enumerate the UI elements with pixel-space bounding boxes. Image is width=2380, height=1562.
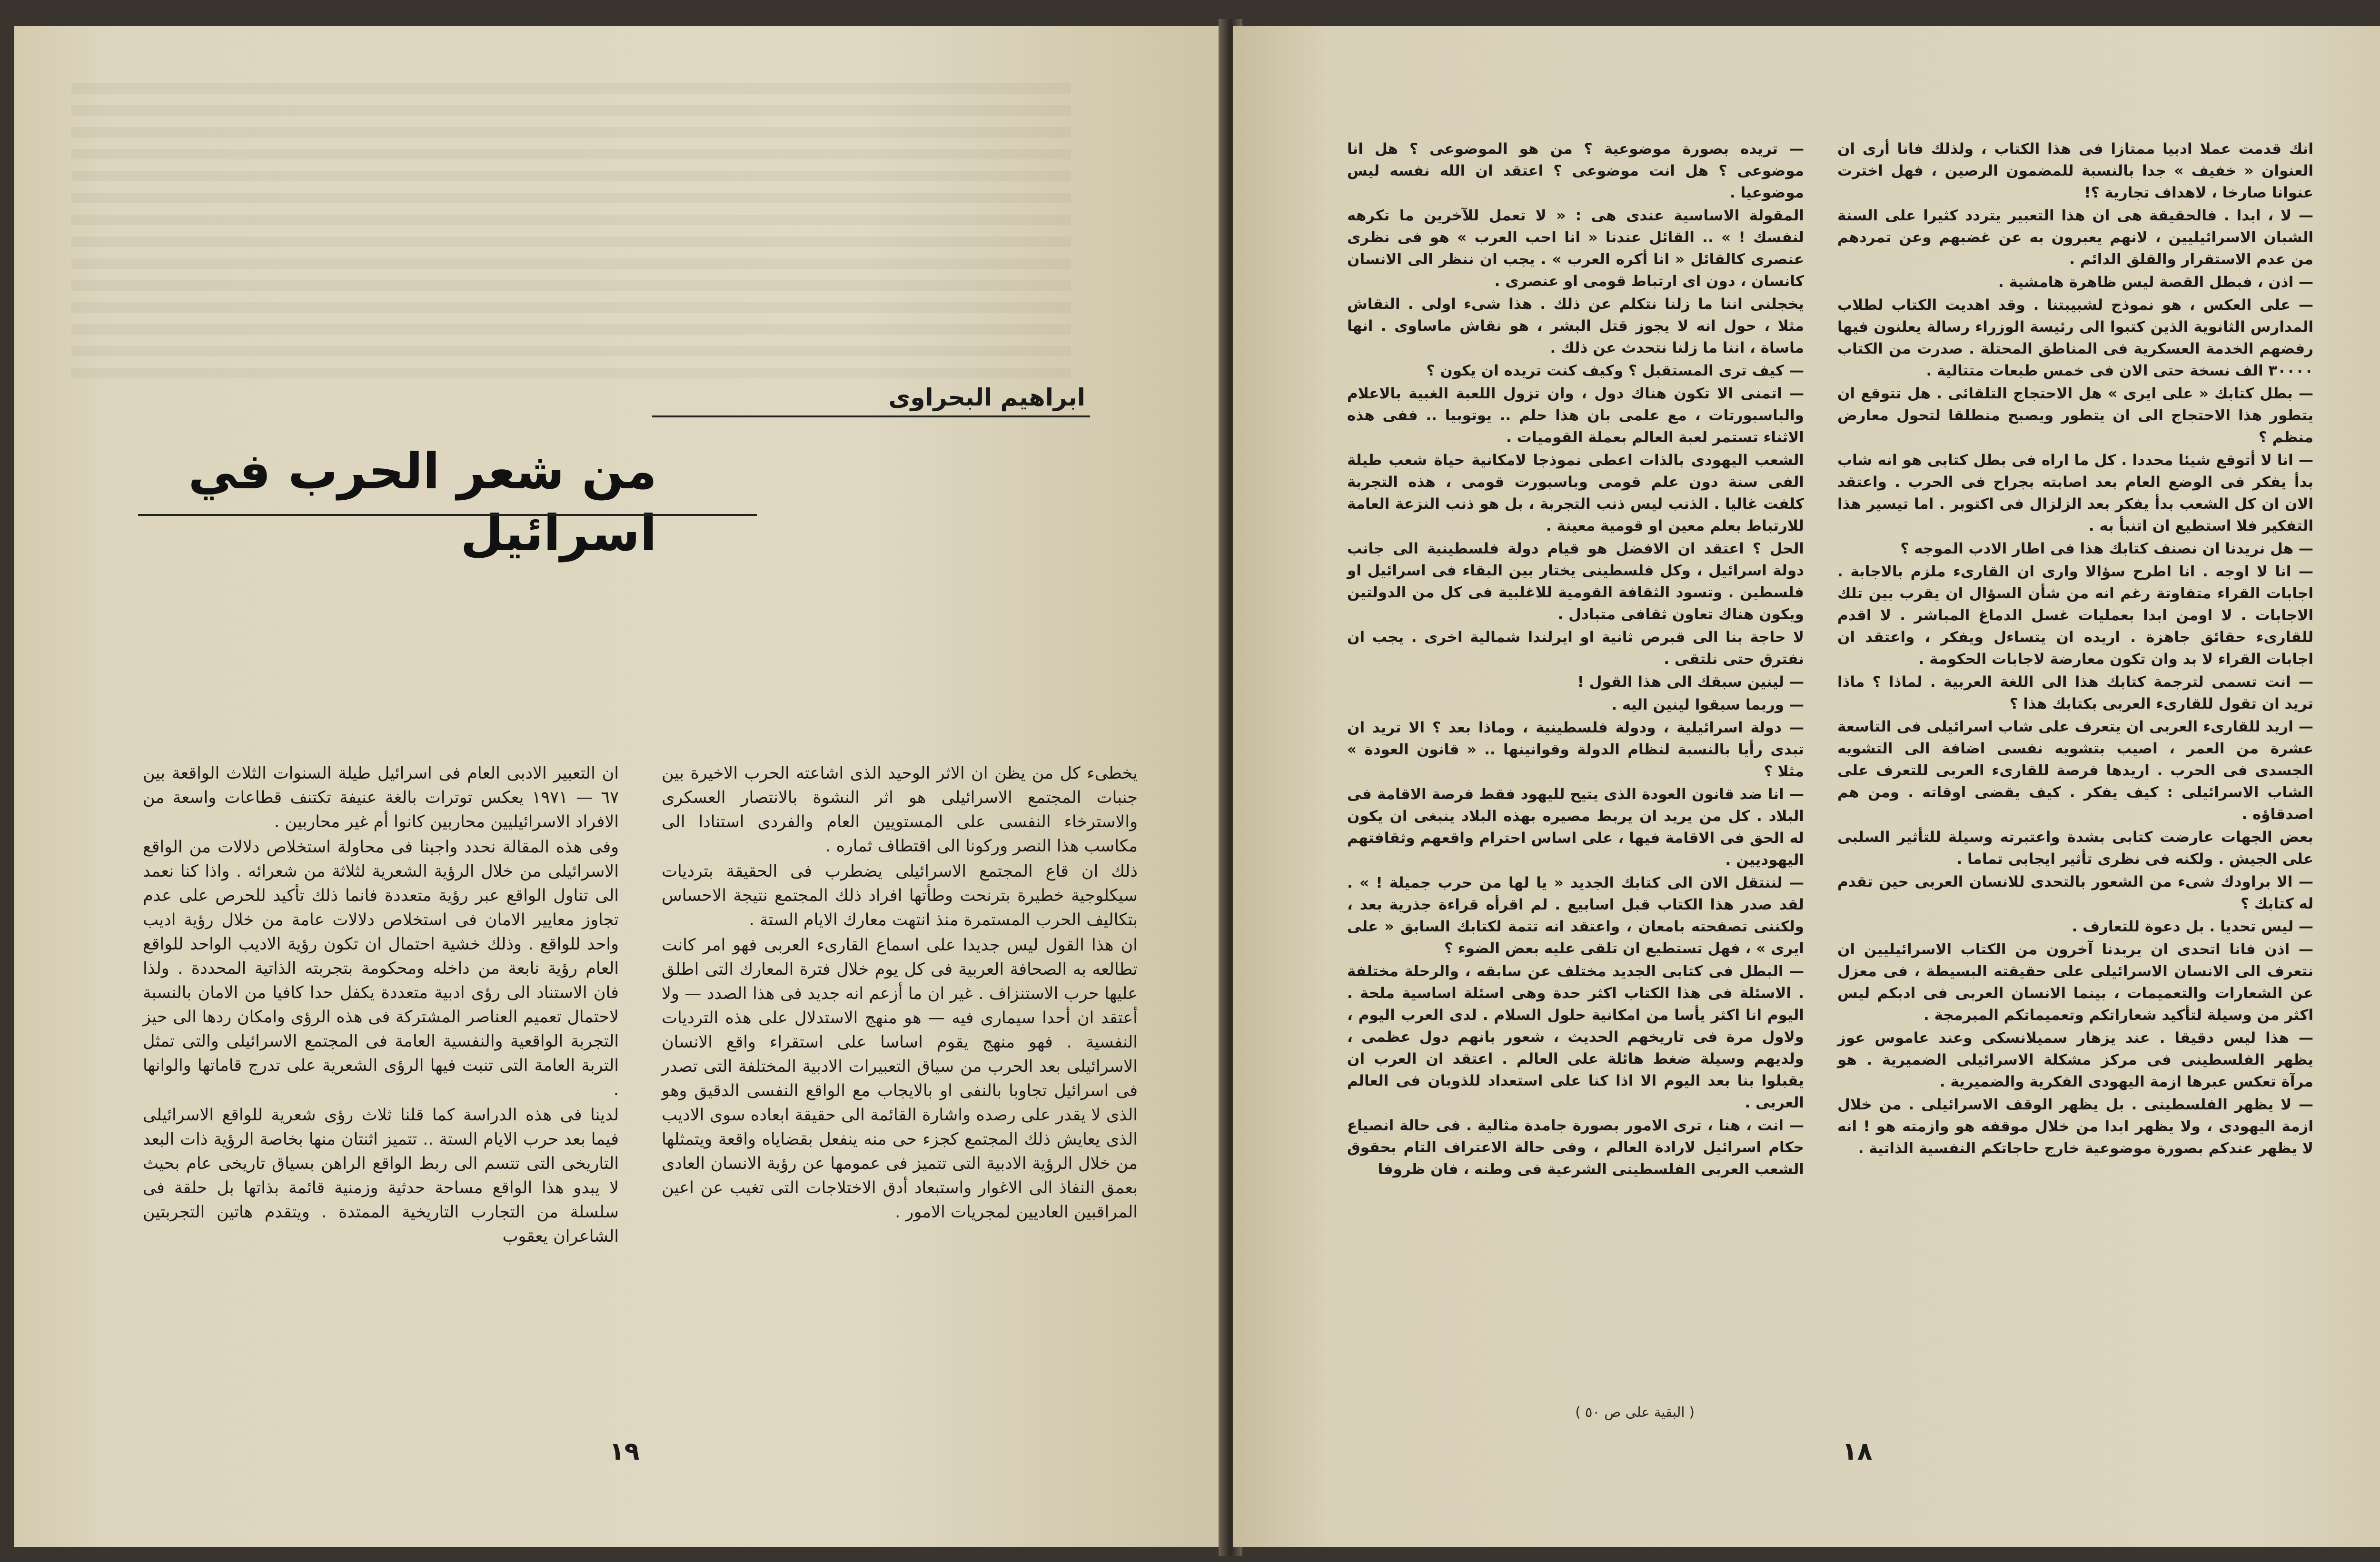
paragraph: — لينين سبقك الى هذا القول ! [1577,673,1804,691]
continued-note: ( البقية على ص ٥٠ ) [1575,1404,1695,1420]
paragraph: انك قدمت عملا ادبيا ممتازا فى هذا الكتاب ، ولذلك فانا أرى ان العنوان « خفيف » جدا بالنسبة للمضمون الرصين ، فهل اخترت عنوانا صارخا ، لاهداف تجارية ؟! [1837,140,2313,201]
paragraph: وفى هذه المقالة نحدد واجبنا فى محاولة استخلاص دلالات من الواقع الاسرائيلى من خلال الرؤية الشعرية لثلاثة من شعرائه . واذا كنا نعمد الى تناول الواقع عبر رؤية متعددة فانما ذلك تأكيد للحرص على عدم تجاوز معايير الامان فى استخلاص دلالات عامة من خلال رؤية اديب واحد للواقع . وذلك خشية احتمال ان تكون رؤية الاديب الواحد للواقع العام رؤية نابعة من داخله ومحكومة بتجربته الذاتية المحددة . ولذا فان الاستناد الى رؤى ادبية متعددة يكفل حدا كافيا من الامان بالنسبة لاحتمال تعميم العناصر المشتركة فى هذه الرؤى وامكان ردها الى حيز التجربة الواقعية والنفسية العامة فى المجتمع الاسرائيلى والتى تمثل التربة العامة التى تنبت فيها الرؤى الشعرية على تدرج قاماتها والوانها . [143,838,619,1099]
paragraph: — هذا ليس دقيقا . عند يزهار سميلانسكى وعند عاموس عوز يظهر الفلسطينى فى مركز مشكلة الاسرائيلى الضميرية . هو مرآة تعكس عبرها ازمة اليهودى الفكرية والضميرية . [1837,1029,2313,1090]
interview-column-left [1347,138,1804,1409]
interview-column-right [1837,138,2313,1409]
paragraph: ان التعبير الادبى العام فى اسرائيل طيلة السنوات الثلاث الواقعة بين ٦٧ — ١٩٧١ يعكس توترات بالغة عنيفة تكتنف قطاعات واسعة من الافراد الاسرائيليين محاربين كانوا أم غير محاربين . [143,764,619,831]
paragraph: — اريد للقارىء العربى ان يتعرف على شاب اسرائيلى فى التاسعة عشرة من العمر ، اصيب بتشويه نفسى اضافة الى التشويه الجسدى فى الحرب . اريدها فرصة للقارىء العربى للتعرف على الشاب الاسرائيلى : كيف يفكر . كيف يقضى اوقاته . ومن هم اصدقاؤه . [1837,718,2313,823]
paragraph: — تريده بصورة موضوعية ؟ من هو الموضوعى ؟ هل انا موضوعى ؟ هل انت موضوعى ؟ اعتقد ان الله نفسه ليس موضوعيا . [1347,140,1804,201]
paragraph: بعض الجهات عارضت كتابى بشدة واعتبرته وسيلة للتأثير السلبى على الجيش . ولكنه فى نظرى تأثير ايجابى تماما . [1837,829,2313,868]
paragraph: — هل نريدنا ان نصنف كتابك هذا فى اطار الادب الموجه ؟ [1900,540,2313,557]
paragraph: — بطل كتابك « على ايرى » هل الاحتجاج التلقائى . هل تتوقع ان يتطور هذا الاحتجاج الى ان يتطور ويصبح منطلقا لتحول معارض منظم ؟ [1837,385,2313,446]
article-author: ابراهيم البحراوى [888,384,1085,411]
page-number: ١٨ [1842,1437,1873,1466]
article-column-right [662,761,1138,1437]
paragraph: — انت ، هنا ، ترى الامور بصورة جامدة مثالية . فى حالة انصياع حكام اسرائيل لارادة العالم ، وفى حالة الاعتراف التام بحقوق الشعب العربى الفلسطينى الشرعية فى وطنه ، فان ظروفا [1347,1117,1804,1178]
paragraph: الحل ؟ اعتقد ان الافضل هو قيام دولة فلسطينية الى جانب دولة اسرائيل ، وكل فلسطينى يختار بين البقاء فى اسرائيل او فلسطين . وتسود الثقافة القومية للاغلبية فى كل من الدولتين ويكون هناك تعاون ثقافى متبادل . [1347,540,1804,623]
paragraph: — لننتقل الان الى كتابك الجديد « يا لها من حرب جميلة ! » . لقد صدر هذا الكتاب قبل اسابيع . لم اقرأه قراءة جذرية بعد ، ولكننى تصفحته بامعان ، واعتقد انه تتمة لكتابك السابق « على ايرى » ، فهل تستطيع ان تلقى عليه بعض الضوء ؟ [1347,874,1804,957]
paragraph: — البطل فى كتابى الجديد مختلف عن سابقه ، والرحلة مختلفة . الاسئلة فى هذا الكتاب اكثر حدة وهى اسئلة اساسية ملحة . اليوم انا اكثر يأسا من امكانية حلول السلام . لدى العرب اليوم ، ولاول مرة فى تاريخهم الحديث ، شعور بانهم دول عظمى ، ولديهم وسيلة ضغط هائلة على العالم . اعتقد ان العرب ان يقبلوا بنا بعد اليوم الا اذا كنا على استعداد للذوبان فى العالم العربى . [1347,963,1804,1111]
show-through-text [71,83,1071,378]
paragraph: يخطىء كل من يظن ان الاثر الوحيد الذى اشاعته الحرب الاخيرة بين جنبات المجتمع الاسرائيلى هو اثر النشوة بالانتصار العسكرى والاسترخاء النفسى على المستويين العام والفردى استنادا الى مكاسب هذا النصر وركونا الى اقتطاف ثماره . [662,764,1138,856]
title-rule [138,514,757,516]
paragraph: — الا براودك شىء من الشعور بالتحدى للانسان العربى حين تقدم له كتابك ؟ [1837,873,2313,912]
left-page [14,26,1228,1547]
paragraph: — انا لا أتوقع شيئا محددا . كل ما اراه فى بطل كتابى هو انه شاب بدأ يفكر فى الوضع العام بعد اصابته بجراح فى الحرب . واعتقد الان ان كل الشعب بدأ يفكر بعد الزلزال فى اكتوبر . اما تيسير هذا التفكير فلا استطيع ان اتنبأ به . [1837,452,2313,534]
paragraph: لدينا فى هذه الدراسة كما قلنا ثلاث رؤى شعرية للواقع الاسرائيلى فيما بعد حرب الايام الستة .. تتميز اثنتان منها بخاصة الرؤية ذات البعد التاريخى التى تتسم الى ربط الواقع الراهن بسياق تاريخى عام بحيث لا يبدو هذا الواقع مساحة حدثية وزمنية قائمة بذاتها بل حلقة فى سلسلة من التجارب التاريخية الممتدة . ويتقدم هاتين التجربتين الشاعران يعقوب [143,1106,619,1246]
paragraph: — انت تسمى لترجمة كتابك هذا الى اللغة العربية . لماذا ؟ ماذا تريد ان تقول للقارىء العربى بكتابك هذا ؟ [1837,673,2313,712]
paragraph: — اذن فانا اتحدى ان يربدنا آخرون من الكتاب الاسرائيليين ان نتعرف الى الانسان الاسرائيلى على حقيقته البسيطة ، فى معزل عن الشعارات والتعميمات ، بينما الانسان العربى فى ادبكم ليس اكثر من وسيلة لتأكيد شعاراتكم وتعميماتكم المبرمجة . [1837,941,2313,1024]
paragraph: — انا لا اوجه . انا اطرح سؤالا وارى ان القارىء ملزم بالاجابة . اجابات القراء متفاوتة رغم انه من شأن السؤال ان يقرب بين تلك الاجابات . لا اومن ابدا بعمليات غسل الدماغ المباشر . لا اقدم للقارىء حقائق جاهزة . اريده ان يتساءل ويفكر ، واعتقد ان اجابات القراء لا بد وان تكون معارضة لاجابات الحكومة . [1837,563,2313,668]
paragraph: — لا يظهر الفلسطينى . بل يظهر الوقف الاسرائيلى . من خلال ازمة اليهودى ، ولا يظهر ابدا من خلال موقفه هو وازمته هو ! انه لا يظهر عندكم بصورة موضوعية خارج حاجاتكم النفسية الذاتية . [1837,1096,2313,1157]
paragraph: — كيف ترى المستقبل ؟ وكيف كنت تريده ان يكون ؟ [1426,362,1804,379]
author-rule [652,415,1090,417]
right-page [1233,26,2380,1547]
paragraph: — لا ، ابدا . فالحقيقة هى ان هذا التعبير يتردد كثيرا على السنة الشبان الاسرائيليين ، لانهم يعبرون به عن غضبهم وعن تمردهم من عدم الاستقرار والقلق الدائم . [1837,207,2313,268]
paragraph: الشعب اليهودى بالذات اعطى نموذجا لامكانية حياة شعب طيلة الفى سنة دون علم قومى وباسبورت قومى ، هذه التجربة كلفت غاليا . الذنب ليس ذنب التجربة ، بل هو ذنب النزعة العامة للارتباط بعلم معين او قومية معينة . [1347,452,1804,534]
paragraph: — ليس تحديا . بل دعوة للتعارف . [2072,918,2313,935]
article-title: من شعر الحرب في اسرائيل [188,442,657,562]
paragraph: ذلك ان قاع المجتمع الاسرائيلى يضطرب فى الحقيقة بترديات سيكلوجية خطيرة بترنحت وطأتها افراد ذلك المجتمع نتيجة الاحساس بتكاليف الحرب المستمرة منذ انتهت معارك الايام الستة . [662,862,1138,929]
paragraph: — دولة اسرائيلية ، ودولة فلسطينية ، وماذا بعد ؟ الا تريد ان تبدى رأيا بالنسبة لنظام الدولة وقوانينها .. « قانون العودة » مثلا ؟ [1347,719,1804,780]
paragraph: لا حاجة بنا الى قبرص ثانية او ايرلندا شمالية اخرى . يجب ان نفترق حتى نلتقى . [1347,629,1804,668]
paragraph: — انا ضد قانون العودة الذى يتيح لليهود فقط فرصة الاقامة فى البلاد . كل من يريد ان يربط مصيره بهذه البلاد ينبغى ان يكون له الحق فى الاقامة فيها ، على اساس احترام واقعهم وثقافتهم اليهوديين . [1347,786,1804,869]
article-column-left [143,761,619,1437]
paragraph: المقولة الاساسية عندى هى : « لا تعمل للآخرين ما تكرهه لنفسك ! » .. القائل عندنا « انا احب العرب » هو فى نظرى عنصرى كالقائل « انا أكره العرب » . يجب ان ننظر الى الانسان كانسان ، دون اى ارتباط قومى او عنصرى . [1347,207,1804,290]
paragraph: — اذن ، فبطل القصة ليس ظاهرة هامشية . [1998,274,2313,291]
paragraph: يخجلنى اننا ما زلنا نتكلم عن ذلك . هذا شىء اولى . النقاش مثلا ، حول انه لا يجوز قتل البشر ، هو نقاش ماساوى . انها ماساة ، اننا ما زلنا نتحدث عن ذلك . [1347,296,1804,356]
paragraph: — اتمنى الا تكون هناك دول ، وان تزول اللعبة الغبية بالاعلام والباسبورتات ، مع علمى بان هذا حلم .. يوتوبيا .. ففى هذه الاثناء تستمر لعبة العالم بعملة القوميات . [1347,385,1804,446]
paragraph: — على العكس ، هو نموذج لشبيبتنا . وقد اهديت الكتاب لطلاب المدارس الثانوية الذين كتبوا الى رئيسة الوزراء رسالة يعلنون فيها رفضهم الخدمة العسكرية فى المناطق المحتلة . صدرت من الكتاب ٣٠٠٠٠ الف نسخة حتى الان فى خمس طبعات متتالية . [1837,297,2313,379]
paragraph: ان هذا القول ليس جديدا على اسماع القارىء العربى فهو امر كانت تطالعه به الصحافة العربية فى كل يوم خلال فترة المعارك التى اطلق عليها حرب الاستنزاف . غير ان ما أزعم انه جديد فى هذا الصدد — ولا أعتقد ان أحدا سيمارى فيه — هو منهج الاستدلال على هذه الترديات النفسية . فهو منهج يقوم اساسا على استقراء واقع الانسان الاسرائيلى بعد الحرب من سياق التعبيرات الادبية المختلفة التى تصدر فى اسرائيل تجاوبا بالنفى او بالايجاب مع الواقع النفسى الدقيق وهو الذى لا يقدر على رصده واشارة القائمة الى حقيقة ابعاده سوى الاديب الذى يعايش ذلك المجتمع كجزء حى منه ينفعل بقضاياه واقعة ويتمثلها من خلال الرؤية الادبية التى تتميز فى عمومها عن رؤية الانسان العادى بعمق النفاذ الى الاغوار واستبعاد أدق الاختلاجات التى تغيب عن اعين المراقبين العاديين لمجريات الامور . [662,936,1138,1222]
page-number: ١٩ [609,1437,640,1466]
paragraph: — وربما سبقوا لينين اليه . [1611,696,1804,713]
